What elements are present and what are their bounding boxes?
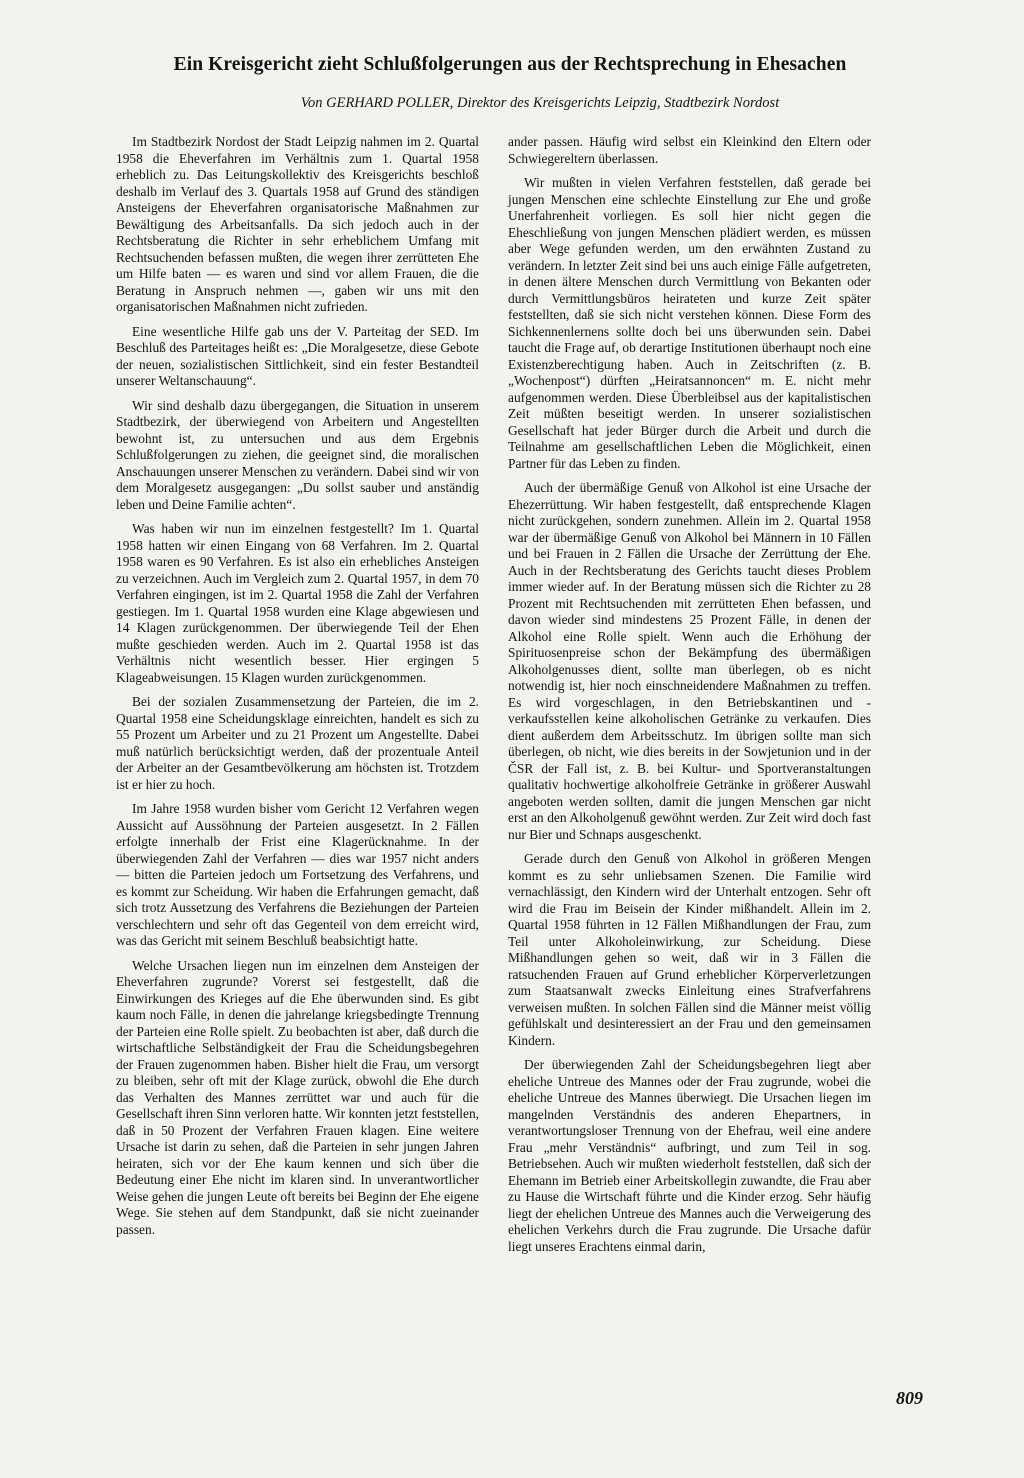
- paragraph: Wir sind deshalb dazu übergegangen, die Situation in unserem Stadtbezirk, der überwiegend von Arbeitern und Angestellten bewohnt ist, zu untersuchen und aus dem Ergebnis Schlußfolgerungen zu ziehen, die geeignet sind, die moralischen Anschauungen unserer Menschen zu verändern. Dabei sind wir von dem Moralgesetz ausgegangen: „Du sollst sauber und anständig leben und Deine Familie achten“.: [116, 397, 479, 512]
- paragraph: Welche Ursachen liegen nun im einzelnen dem Ansteigen der Eheverfahren zugrunde? Vorerst sei festgestellt, daß die Einwirkungen des Krieges auf die Ehe überwunden sind. Es gibt kaum noch Fälle, in denen die jahrelange kriegsbedingte Trennung der Parteien eine Rolle spielt. Zu beobachten ist aber, daß durch die wirtschaftliche Selbständigkeit der Frau die Scheidungsbegehren der Frauen zugenommen haben. Bisher hielt die Frau, um versorgt zu bleiben, sehr oft mit der Klage zurück, obwohl die Ehe durch das Verhalten des Mannes zerrüttet war und auch für die Gesellschaft ihren Sinn verloren hatte. Wir konnten jetzt feststellen, daß in 50 Prozent der Verfahren Frauen klagen. Eine weitere Ursache ist darin zu sehen, daß die Parteien in sehr jungen Jahren heiraten, sich vor der Ehe kaum kennen und sich über die Bedeutung einer Ehe nicht im klaren sind. In unverantwortlicher Weise gehen die jungen Leute oft bereits bei Beginn der Ehe eigene Wege. Sie stehen auf dem Standpunkt, daß sie nicht zueinander passen.: [116, 957, 479, 1237]
- left-column: [116, 134, 479, 1246]
- right-column: [508, 134, 871, 1263]
- paragraph: Gerade durch den Genuß von Alkohol in größeren Mengen kommt es zu sehr unliebsamen Szenen. Die Familie wird vernachlässigt, den Kindern wird der Unterhalt entzogen. Sehr oft wird die Frau im Beisein der Kinder mißhandelt. Allein im 2. Quartal 1958 führten in 12 Fällen Mißhandlungen der Frau, zum Teil unter Alkoholeinwirkung, zur Scheidung. Diese Mißhandlungen gehen so weit, daß wir in 3 Fällen die ratsuchenden Frauen auf Grund erheblicher Körperverletzungen zum Staatsanwalt zwecks Einleitung eines Strafverfahrens verweisen mußten. In solchen Fällen sind die Männer meist völlig gefühlskalt und desinteressiert an der Frau und den gemeinsamen Kindern.: [508, 851, 871, 1048]
- paragraph: Eine wesentliche Hilfe gab uns der V. Parteitag der SED. Im Beschluß des Parteitages heißt es: „Die Moralgesetze, diese Gebote der neuen, sozialistischen Sittlichkeit, sind ein fester Bestandteil unserer Weltanschauung“.: [116, 323, 479, 388]
- article-byline: Von GERHARD POLLER, Direktor des Kreisgerichts Leipzig, Stadtbezirk Nordost: [300, 95, 780, 111]
- article-title: Ein Kreisgericht zieht Schlußfolgerungen aus der Rechtsprechung in Ehesachen: [173, 54, 847, 75]
- paragraph: Bei der sozialen Zusammensetzung der Parteien, die im 2. Quartal 1958 eine Scheidungsklage einreichten, handelt es sich zu 55 Prozent um Arbeiter und zu 21 Prozent um Angestellte. Dabei muß natürlich berücksichtigt werden, daß der prozentuale Anteil der Arbeiter an der Gesamtbevölkerung am höchsten ist. Trotzdem ist er hier zu hoch.: [116, 694, 479, 792]
- paragraph: Im Jahre 1958 wurden bisher vom Gericht 12 Verfahren wegen Aussicht auf Aussöhnung der Parteien ausgesetzt. In 2 Fällen erfolgte innerhalb der Frist eine Klagerücknahme. In der überwiegenden Zahl der Verfahren — dies war 1957 nicht anders — bitten die Parteien jedoch um Fortsetzung des Verfahrens, und es kommt zur Scheidung. Wir haben die Erfahrungen gemacht, daß sich trotz Aussetzung des Verfahrens die Beziehungen der Parteien verschlechtern und sehr oft das Gegenteil von dem erreicht wird, was das Gericht mit seinem Beschluß beabsichtigt hatte.: [116, 801, 479, 948]
- paragraph: Der überwiegenden Zahl der Scheidungsbegehren liegt aber eheliche Untreue des Mannes oder der Frau zugrunde, wobei die eheliche Untreue des Mannes überwiegt. Die Ursachen liegen im mangelnden Verständnis des anderen Ehepartners, in verantwortungsloser Trennung von der Ehefrau, weil eine andere Frau „mehr Verständnis“ aufbringt, und zum Teil in sog. Betriebsehen. Auch wir mußten wiederholt feststellen, daß sich der Ehemann im Betrieb einer Arbeitskollegin zuwandte, die Frau aber zu Hause die Wirtschaft führte und die Kinder erzog. Sehr häufig liegt der ehelichen Untreue des Mannes auch die Verweigerung des ehelichen Verkehrs durch die Frau zugrunde. Die Ursache dafür liegt unseres Erachtens einmal darin,: [508, 1057, 871, 1254]
- page-number: 809: [896, 1388, 923, 1408]
- paragraph: Im Stadtbezirk Nordost der Stadt Leipzig nahmen im 2. Quartal 1958 die Eheverfahren im Verhältnis zum 1. Quartal 1958 erheblich zu. Das Leitungskollektiv des Kreisgerichts beschloß deshalb im Verlauf des 3. Quartals 1958 auf Grund des ständigen Ansteigens der Eheverfahren organisatorische Maßnahmen zur Bewältigung des Arbeitsanfalls. Da sich jedoch auch in der Rechtsberatung die Richter in sehr erheblichem Umfang mit Rechtsuchenden befassen mußten, die wegen ihrer zerrütteten Ehe um Hilfe baten — es waren und sind vor allem Frauen, die die Beratung in Anspruch nehmen —, gaben wir uns mit den organisatorischen Maßnahmen nicht zufrieden.: [116, 134, 479, 314]
- paragraph: Was haben wir nun im einzelnen festgestellt? Im 1. Quartal 1958 hatten wir einen Eingang von 68 Verfahren. Im 2. Quartal 1958 waren es 90 Verfahren. Es ist also ein erhebliches Ansteigen zu verzeichnen. Auch im Vergleich zum 2. Quartal 1957, in dem 70 Verfahren eingingen, ist im 2. Quartal 1958 die Zahl der Verfahren gestiegen. Im 1. Quartal 1958 wurden eine Klage abgewiesen und 14 Klagen zurückgenommen. Der überwiegende Teil der Ehen mußte geschieden werden. Auch im 2. Quartal 1958 ist das Verhältnis nicht wesentlich besser. Hier ergingen 5 Klageabweisungen. 15 Klagen wurden zurückgenommen.: [116, 521, 479, 685]
- paragraph: Auch der übermäßige Genuß von Alkohol ist eine Ursache der Ehezerrüttung. Wir haben festgestellt, daß entsprechende Klagen nicht zurückgehen, sondern zunehmen. Allein im 2. Quartal 1958 war der übermäßige Genuß von Alkohol bei Männern in 10 Fällen und bei Frauen in 2 Fällen die Ursache der Zerrüttung der Ehe. Auch in der Rechtsberatung des Gerichts taucht dieses Problem immer wieder auf. In der Beratung müssen sich die Richter zu 28 Prozent mit Rechtsuchenden mit zerrütteten Ehen befassen, und davon wieder sind mindestens 25 Prozent Fälle, in denen der Alkohol eine Rolle spielt. Wenn auch die Erhöhung der Spirituosenpreise schon der Bekämpfung des übermäßigen Alkoholgenusses dient, sollte man überlegen, ob es nicht notwendig ist, hier noch einschneidendere Maßnahmen zu treffen. Es wird vorgeschlagen, in den Betriebskantinen und -verkaufsstellen keine alkoholischen Getränke zu verkaufen. Dies dient außerdem dem Arbeitsschutz. Im übrigen sollte man sich überlegen, ob nicht, wie dies bereits in der Sowjetunion und in der ČSR der Fall ist, z. B. bei Kultur- und Sportveranstaltungen qualitativ hochwertige alkoholfreie Getränke in größerer Auswahl angeboten werden sollten, damit die jungen Menschen gar nicht erst an den Alkoholgenuß gewöhnt werden. Zur Zeit wird doch fast nur Bier und Schnaps ausgeschenkt.: [508, 480, 871, 842]
- paragraph: Wir mußten in vielen Verfahren feststellen, daß gerade bei jungen Menschen eine schlechte Einstellung zur Ehe und große Unerfahrenheit vorliegen. Es soll hier nicht gegen die Eheschließung von jungen Menschen plädiert werden, es müssen aber Wege gefunden werden, um den erwähnten Zustand zu verändern. In letzter Zeit sind bei uns auch einige Fälle aufgetreten, in denen ältere Menschen durch Vermittlung von Bekanten oder durch Vermittlungsbüros heirateten und kurze Zeit später feststellten, daß sie sich nicht verstehen können. Diese Form des Sichkennenlernens sollte doch bei uns überwunden sein. Dabei taucht die Frage auf, ob derartige Institutionen überhaupt noch eine Existenzberechtigung haben. Auch in Zeitschriften (z. B. „Wochenpost“) dürften „Heiratsannoncen“ m. E. nicht mehr aufgenommen werden. Diese Überbleibsel aus der kapitalistischen Zeit müßten beseitigt werden. In unserer sozialistischen Gesellschaft hat jeder Bürger durch die Arbeit und durch die Teilnahme am gesellschaftlichen Leben die Möglichkeit, einen Partner für das Leben zu finden.: [508, 175, 871, 471]
- paragraph-continued: ander passen. Häufig wird selbst ein Kleinkind den Eltern oder Schwiegereltern überlassen.: [508, 134, 871, 166]
